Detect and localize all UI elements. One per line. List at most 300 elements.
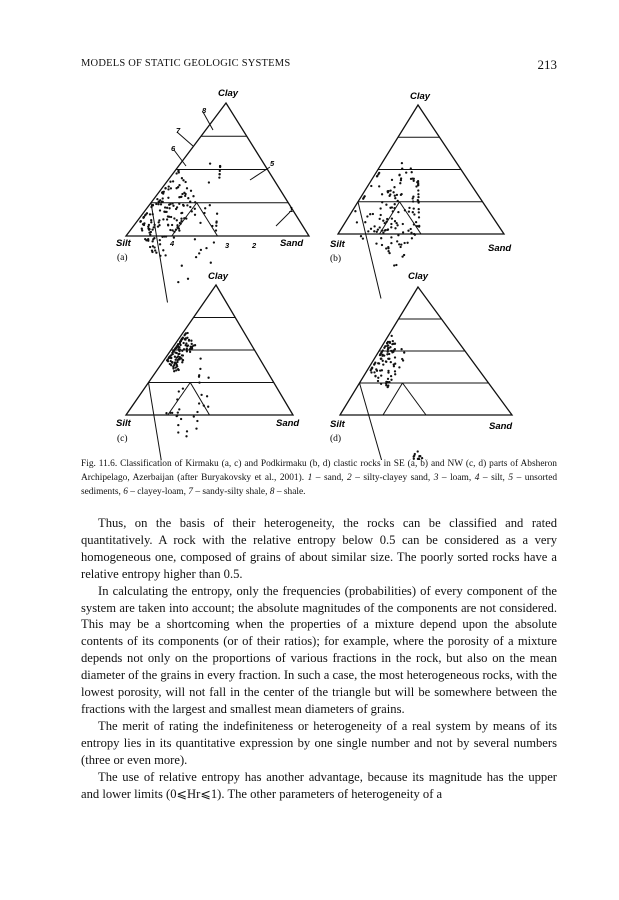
- sample-point: [418, 216, 420, 218]
- sample-point: [175, 369, 177, 371]
- sample-point: [385, 361, 387, 363]
- sample-point: [159, 209, 161, 211]
- sample-point: [189, 348, 191, 350]
- sample-point: [380, 237, 382, 239]
- sample-point: [151, 249, 153, 251]
- sample-point: [384, 222, 386, 224]
- sample-point: [171, 202, 173, 204]
- sample-point: [155, 203, 157, 205]
- sample-point: [166, 218, 168, 220]
- sample-point: [382, 232, 384, 234]
- sample-point: [157, 203, 159, 205]
- sample-point: [198, 376, 200, 378]
- sample-point: [374, 375, 376, 377]
- sample-point: [395, 264, 397, 266]
- sample-point: [367, 230, 369, 232]
- sample-point: [175, 228, 177, 230]
- legend-num: 8: [269, 487, 275, 497]
- sample-point: [394, 227, 396, 229]
- sample-point: [412, 211, 414, 213]
- sample-point: [142, 217, 144, 219]
- sample-point: [192, 344, 194, 346]
- sample-point: [147, 225, 149, 227]
- sample-point: [162, 201, 164, 203]
- sample-point: [151, 240, 153, 242]
- sample-point: [172, 180, 174, 182]
- sample-point: [390, 223, 392, 225]
- sample-point: [156, 198, 158, 200]
- sample-point: [171, 412, 173, 414]
- sample-point: [383, 229, 385, 231]
- sample-point: [150, 206, 152, 208]
- sample-point: [392, 340, 394, 342]
- sample-point: [207, 377, 209, 379]
- sample-point: [391, 179, 393, 181]
- sample-point: [373, 371, 375, 373]
- sample-point: [397, 211, 399, 213]
- sample-point: [180, 418, 182, 420]
- sample-point: [394, 197, 396, 199]
- sample-point: [162, 249, 164, 251]
- sample-point: [215, 229, 217, 231]
- silt-label: Silt: [116, 418, 131, 429]
- sample-point: [400, 243, 402, 245]
- sample-point: [381, 244, 383, 246]
- legend-num: 7: [188, 487, 193, 497]
- clay-label: Clay: [208, 271, 229, 282]
- sample-point: [411, 237, 413, 239]
- sample-point: [149, 246, 151, 248]
- sample-point: [141, 228, 143, 230]
- sample-point: [394, 356, 396, 358]
- sample-point: [388, 358, 390, 360]
- sample-point: [185, 217, 187, 219]
- legend-num: 3: [433, 473, 439, 483]
- sample-point: [198, 252, 200, 254]
- sample-point: [167, 360, 169, 362]
- legend-num: 2: [347, 473, 352, 483]
- field-number: 6: [171, 144, 176, 153]
- sample-point: [198, 402, 200, 404]
- sample-point: [182, 387, 184, 389]
- sample-point: [178, 350, 180, 352]
- sample-point: [179, 344, 181, 346]
- sample-point: [152, 213, 154, 215]
- sample-point: [161, 236, 163, 238]
- sample-point: [149, 213, 151, 215]
- sample-point: [371, 367, 373, 369]
- sample-point: [195, 256, 197, 258]
- field-numbers-a: [169, 106, 293, 250]
- sample-point: [362, 237, 364, 239]
- sample-point: [376, 231, 378, 233]
- sample-point: [209, 162, 211, 164]
- sample-point: [174, 351, 176, 353]
- sample-point: [177, 343, 179, 345]
- sample-point: [168, 185, 170, 187]
- legend-text: unsorted sediments,: [81, 473, 558, 497]
- running-head: MODELS OF STATIC GEOLOGIC SYSTEMS: [81, 58, 291, 69]
- sample-point: [176, 226, 178, 228]
- legend-text: loam,: [450, 473, 472, 483]
- sample-point: [401, 167, 403, 169]
- sample-point: [408, 207, 410, 209]
- sample-point: [411, 177, 413, 179]
- sample-point: [391, 217, 393, 219]
- sample-point: [216, 213, 218, 215]
- sample-point: [218, 173, 220, 175]
- sample-point: [168, 207, 170, 209]
- sample-point: [178, 346, 180, 348]
- sample-point: [166, 207, 168, 209]
- sample-point: [398, 243, 400, 245]
- sample-point: [196, 420, 198, 422]
- sample-point: [183, 348, 185, 350]
- sample-point: [390, 361, 392, 363]
- sample-point: [395, 222, 397, 224]
- sample-point: [169, 229, 171, 231]
- sample-point: [170, 354, 172, 356]
- sample-point: [413, 213, 415, 215]
- sample-point: [417, 196, 419, 198]
- sample-point: [187, 344, 189, 346]
- sample-point: [181, 177, 183, 179]
- sample-point: [188, 339, 190, 341]
- sample-point: [388, 353, 390, 355]
- sample-point: [182, 179, 184, 181]
- sand-label: Sand: [276, 418, 300, 429]
- sample-point: [389, 346, 391, 348]
- sample-point: [178, 203, 180, 205]
- sample-point: [356, 221, 358, 223]
- field-number: 8: [202, 106, 207, 115]
- sand-label: Sand: [280, 238, 304, 249]
- sample-point: [190, 190, 192, 192]
- sample-point: [406, 242, 408, 244]
- sample-point: [205, 247, 207, 249]
- sample-point: [180, 218, 182, 220]
- field-number: 1: [289, 205, 294, 214]
- sample-point: [394, 220, 396, 222]
- sample-point: [377, 377, 379, 379]
- legend-text: sand,: [323, 473, 344, 483]
- ternary-panel-d: [330, 271, 512, 460]
- sample-point: [178, 184, 180, 186]
- sample-point: [377, 362, 379, 364]
- sample-point: [162, 197, 164, 199]
- sample-point: [179, 222, 181, 224]
- sample-point: [398, 366, 400, 368]
- sample-point: [189, 351, 191, 353]
- paragraph: The merit of rating the indefiniteness or heterogeneity of a real system by means of its entropy lies in its quantitative expression by one single number and not by several numbers (three or even more).: [81, 718, 557, 767]
- sample-point: [167, 224, 169, 226]
- sample-point: [167, 197, 169, 199]
- sample-point: [396, 240, 398, 242]
- sample-point: [417, 189, 419, 191]
- sample-point: [403, 351, 405, 353]
- sample-point: [139, 221, 141, 223]
- panel-label-b: (b): [330, 254, 342, 264]
- sample-point: [412, 196, 414, 198]
- sample-point: [375, 242, 377, 244]
- legend-num: 6: [123, 487, 128, 497]
- sample-point: [412, 200, 414, 202]
- field-number: 3: [225, 241, 230, 250]
- sample-point: [391, 343, 393, 345]
- sample-point: [155, 252, 157, 254]
- sample-point: [401, 162, 403, 164]
- field-number: 7: [176, 126, 181, 135]
- sample-point: [171, 229, 173, 231]
- sample-point: [394, 370, 396, 372]
- sample-point: [413, 180, 415, 182]
- field-boundary: [383, 383, 403, 415]
- sample-point: [392, 351, 394, 353]
- sample-point: [408, 210, 410, 212]
- sample-point: [213, 241, 215, 243]
- sample-point: [150, 219, 152, 221]
- sample-point: [393, 186, 395, 188]
- sample-point: [388, 195, 390, 197]
- sample-point: [192, 195, 194, 197]
- sample-point: [164, 187, 166, 189]
- sample-point: [370, 369, 372, 371]
- sample-point: [168, 356, 170, 358]
- sample-point: [208, 181, 210, 183]
- legend-text: silty-clayey sand,: [363, 473, 431, 483]
- paragraph: Thus, on the basis of their heterogeneity, the rocks can be classified and rated quantitatively. A rock with the relative entropy below 0.5 can be considered as a very homogeneous one, composed of grains of about similar size. The poorly sorted rocks have a relative entropy higher than 0.5.: [81, 516, 557, 581]
- sample-point: [174, 361, 176, 363]
- sample-point: [417, 450, 419, 452]
- sample-point: [177, 281, 179, 283]
- sample-point: [177, 170, 179, 172]
- sample-point: [386, 381, 388, 383]
- sample-point: [186, 348, 188, 350]
- sample-point: [151, 228, 153, 230]
- sample-point: [178, 353, 180, 355]
- sample-point: [385, 247, 387, 249]
- field-boundary: [190, 383, 209, 416]
- sample-point: [209, 204, 211, 206]
- sample-point: [378, 185, 380, 187]
- sample-point: [393, 264, 395, 266]
- sample-point: [215, 225, 217, 227]
- sample-point: [181, 212, 183, 214]
- silt-label: Silt: [330, 239, 345, 250]
- sample-point: [394, 195, 396, 197]
- sample-point: [369, 213, 371, 215]
- sample-point: [383, 354, 385, 356]
- sample-point: [189, 206, 191, 208]
- sample-point: [394, 203, 396, 205]
- sample-point: [203, 212, 205, 214]
- sample-point: [162, 218, 164, 220]
- sample-point: [387, 246, 389, 248]
- sample-point: [183, 192, 185, 194]
- figure-caption: Fig. 11.6. Classification of Kirmaku (a, c) and Podkirmaku (b, d) clastic rocks in SE (a, b) and NW (c, d) parts of Absheron Archipelago, Azerbaijan (after Buryakovsky et al., 2001). 1 – sand, 2 – silty-clayey sand, 3 – loam, 4 – silt, 5 – unsorted sediments, 6 – clayey-loam, 7 – sandy-silty shale, 8 – shale.: [81, 459, 558, 497]
- sample-point: [153, 224, 155, 226]
- sample-point: [381, 193, 383, 195]
- sample-point: [183, 205, 185, 207]
- sample-point: [380, 374, 382, 376]
- sample-point: [206, 395, 208, 397]
- sample-point: [172, 367, 174, 369]
- legend-text: silt,: [491, 473, 505, 483]
- sample-point: [173, 364, 175, 366]
- sample-point: [153, 226, 155, 228]
- sample-point: [386, 218, 388, 220]
- sample-point: [381, 201, 383, 203]
- sample-point: [207, 406, 209, 408]
- sample-point: [403, 254, 405, 256]
- sample-point: [373, 225, 375, 227]
- sample-point: [380, 383, 382, 385]
- sample-point: [416, 225, 418, 227]
- sample-point: [382, 220, 384, 222]
- sample-point: [417, 184, 419, 186]
- sample-point: [158, 201, 160, 203]
- sample-point: [379, 207, 381, 209]
- sample-point: [417, 193, 419, 195]
- sample-point: [418, 208, 420, 210]
- sample-point: [186, 204, 188, 206]
- sample-point: [370, 185, 372, 187]
- sample-point: [383, 347, 385, 349]
- sample-point: [174, 356, 176, 358]
- sample-point: [407, 230, 409, 232]
- sample-point: [175, 187, 177, 189]
- field-boundary: [197, 203, 218, 236]
- paragraph: The use of relative entropy has another advantage, because its magnitude has the upper and lower limits (0⩽Hr⩽1). The other parameters of heterogeneity of a: [81, 769, 557, 801]
- sample-point: [163, 191, 165, 193]
- sample-point: [401, 358, 403, 360]
- sample-point: [168, 204, 170, 206]
- sample-point: [194, 214, 196, 216]
- sample-point: [177, 411, 179, 413]
- field-number: 5: [270, 159, 275, 168]
- sample-point: [150, 231, 152, 233]
- sample-point: [176, 224, 178, 226]
- sample-point: [198, 381, 200, 383]
- sample-point: [183, 217, 185, 219]
- sample-point: [379, 226, 381, 228]
- sample-point: [186, 350, 188, 352]
- silt-label: Silt: [116, 238, 131, 249]
- sample-point: [415, 221, 417, 223]
- sample-point: [159, 255, 161, 257]
- sample-point: [160, 203, 162, 205]
- sample-point: [397, 234, 399, 236]
- sample-point: [389, 341, 391, 343]
- sample-point: [390, 379, 392, 381]
- sample-point: [382, 349, 384, 351]
- sample-point: [170, 187, 172, 189]
- sample-point: [157, 225, 159, 227]
- sample-point: [170, 357, 172, 359]
- sample-point: [148, 229, 150, 231]
- sample-point: [390, 226, 392, 228]
- sample-point: [181, 354, 183, 356]
- sample-point: [203, 404, 205, 406]
- sample-point: [211, 225, 213, 227]
- sample-point: [194, 208, 196, 210]
- sample-point: [398, 174, 400, 176]
- sample-point: [177, 424, 179, 426]
- ternary-panel-b: [330, 91, 511, 299]
- sample-point: [393, 207, 395, 209]
- sample-point: [366, 215, 368, 217]
- sample-point: [411, 171, 413, 173]
- sample-point: [372, 213, 374, 215]
- sample-point: [178, 408, 180, 410]
- sample-point: [169, 363, 171, 365]
- legend-num: 1: [307, 473, 313, 483]
- sample-point: [171, 362, 173, 364]
- sample-point: [386, 229, 388, 231]
- page-number: 213: [537, 57, 557, 72]
- sample-point: [360, 235, 362, 237]
- sample-point: [164, 211, 166, 213]
- sample-point: [219, 170, 221, 172]
- sample-point: [186, 187, 188, 189]
- sample-point: [164, 254, 166, 256]
- sample-point: [413, 223, 415, 225]
- legend-num: 5: [508, 473, 514, 483]
- sample-point: [194, 238, 196, 240]
- sample-point: [178, 369, 180, 371]
- sample-point: [177, 355, 179, 357]
- sample-point: [176, 398, 178, 400]
- sample-point: [181, 361, 183, 363]
- sample-point: [354, 210, 356, 212]
- sample-point: [182, 359, 184, 361]
- sample-point: [165, 235, 167, 237]
- field-boundary: [360, 383, 388, 460]
- sample-point: [399, 182, 401, 184]
- panel-label-c: (c): [117, 434, 128, 444]
- sample-point: [387, 250, 389, 252]
- sample-point: [381, 369, 383, 371]
- sample-point: [387, 370, 389, 372]
- sample-point: [172, 350, 174, 352]
- sample-point: [376, 175, 378, 177]
- sample-point: [152, 238, 154, 240]
- sample-point: [177, 431, 179, 433]
- sample-point: [387, 351, 389, 353]
- sample-point: [210, 262, 212, 264]
- clay-label: Clay: [410, 91, 431, 102]
- sample-point: [410, 167, 412, 169]
- ternary-panel-c: [116, 271, 299, 460]
- sample-point: [380, 214, 382, 216]
- sample-point: [377, 380, 379, 382]
- sample-point: [170, 216, 172, 218]
- sample-point: [173, 217, 175, 219]
- sample-point: [194, 201, 196, 203]
- sample-point: [150, 221, 152, 223]
- field-number: 2: [252, 241, 257, 250]
- sample-point: [185, 435, 187, 437]
- sample-point: [186, 337, 188, 339]
- sample-point: [376, 370, 378, 372]
- sample-point: [418, 211, 420, 213]
- sample-point: [403, 242, 405, 244]
- sample-point: [414, 453, 416, 455]
- sample-point: [184, 338, 186, 340]
- sample-point: [178, 390, 180, 392]
- sample-point: [176, 219, 178, 221]
- sample-point: [399, 246, 401, 248]
